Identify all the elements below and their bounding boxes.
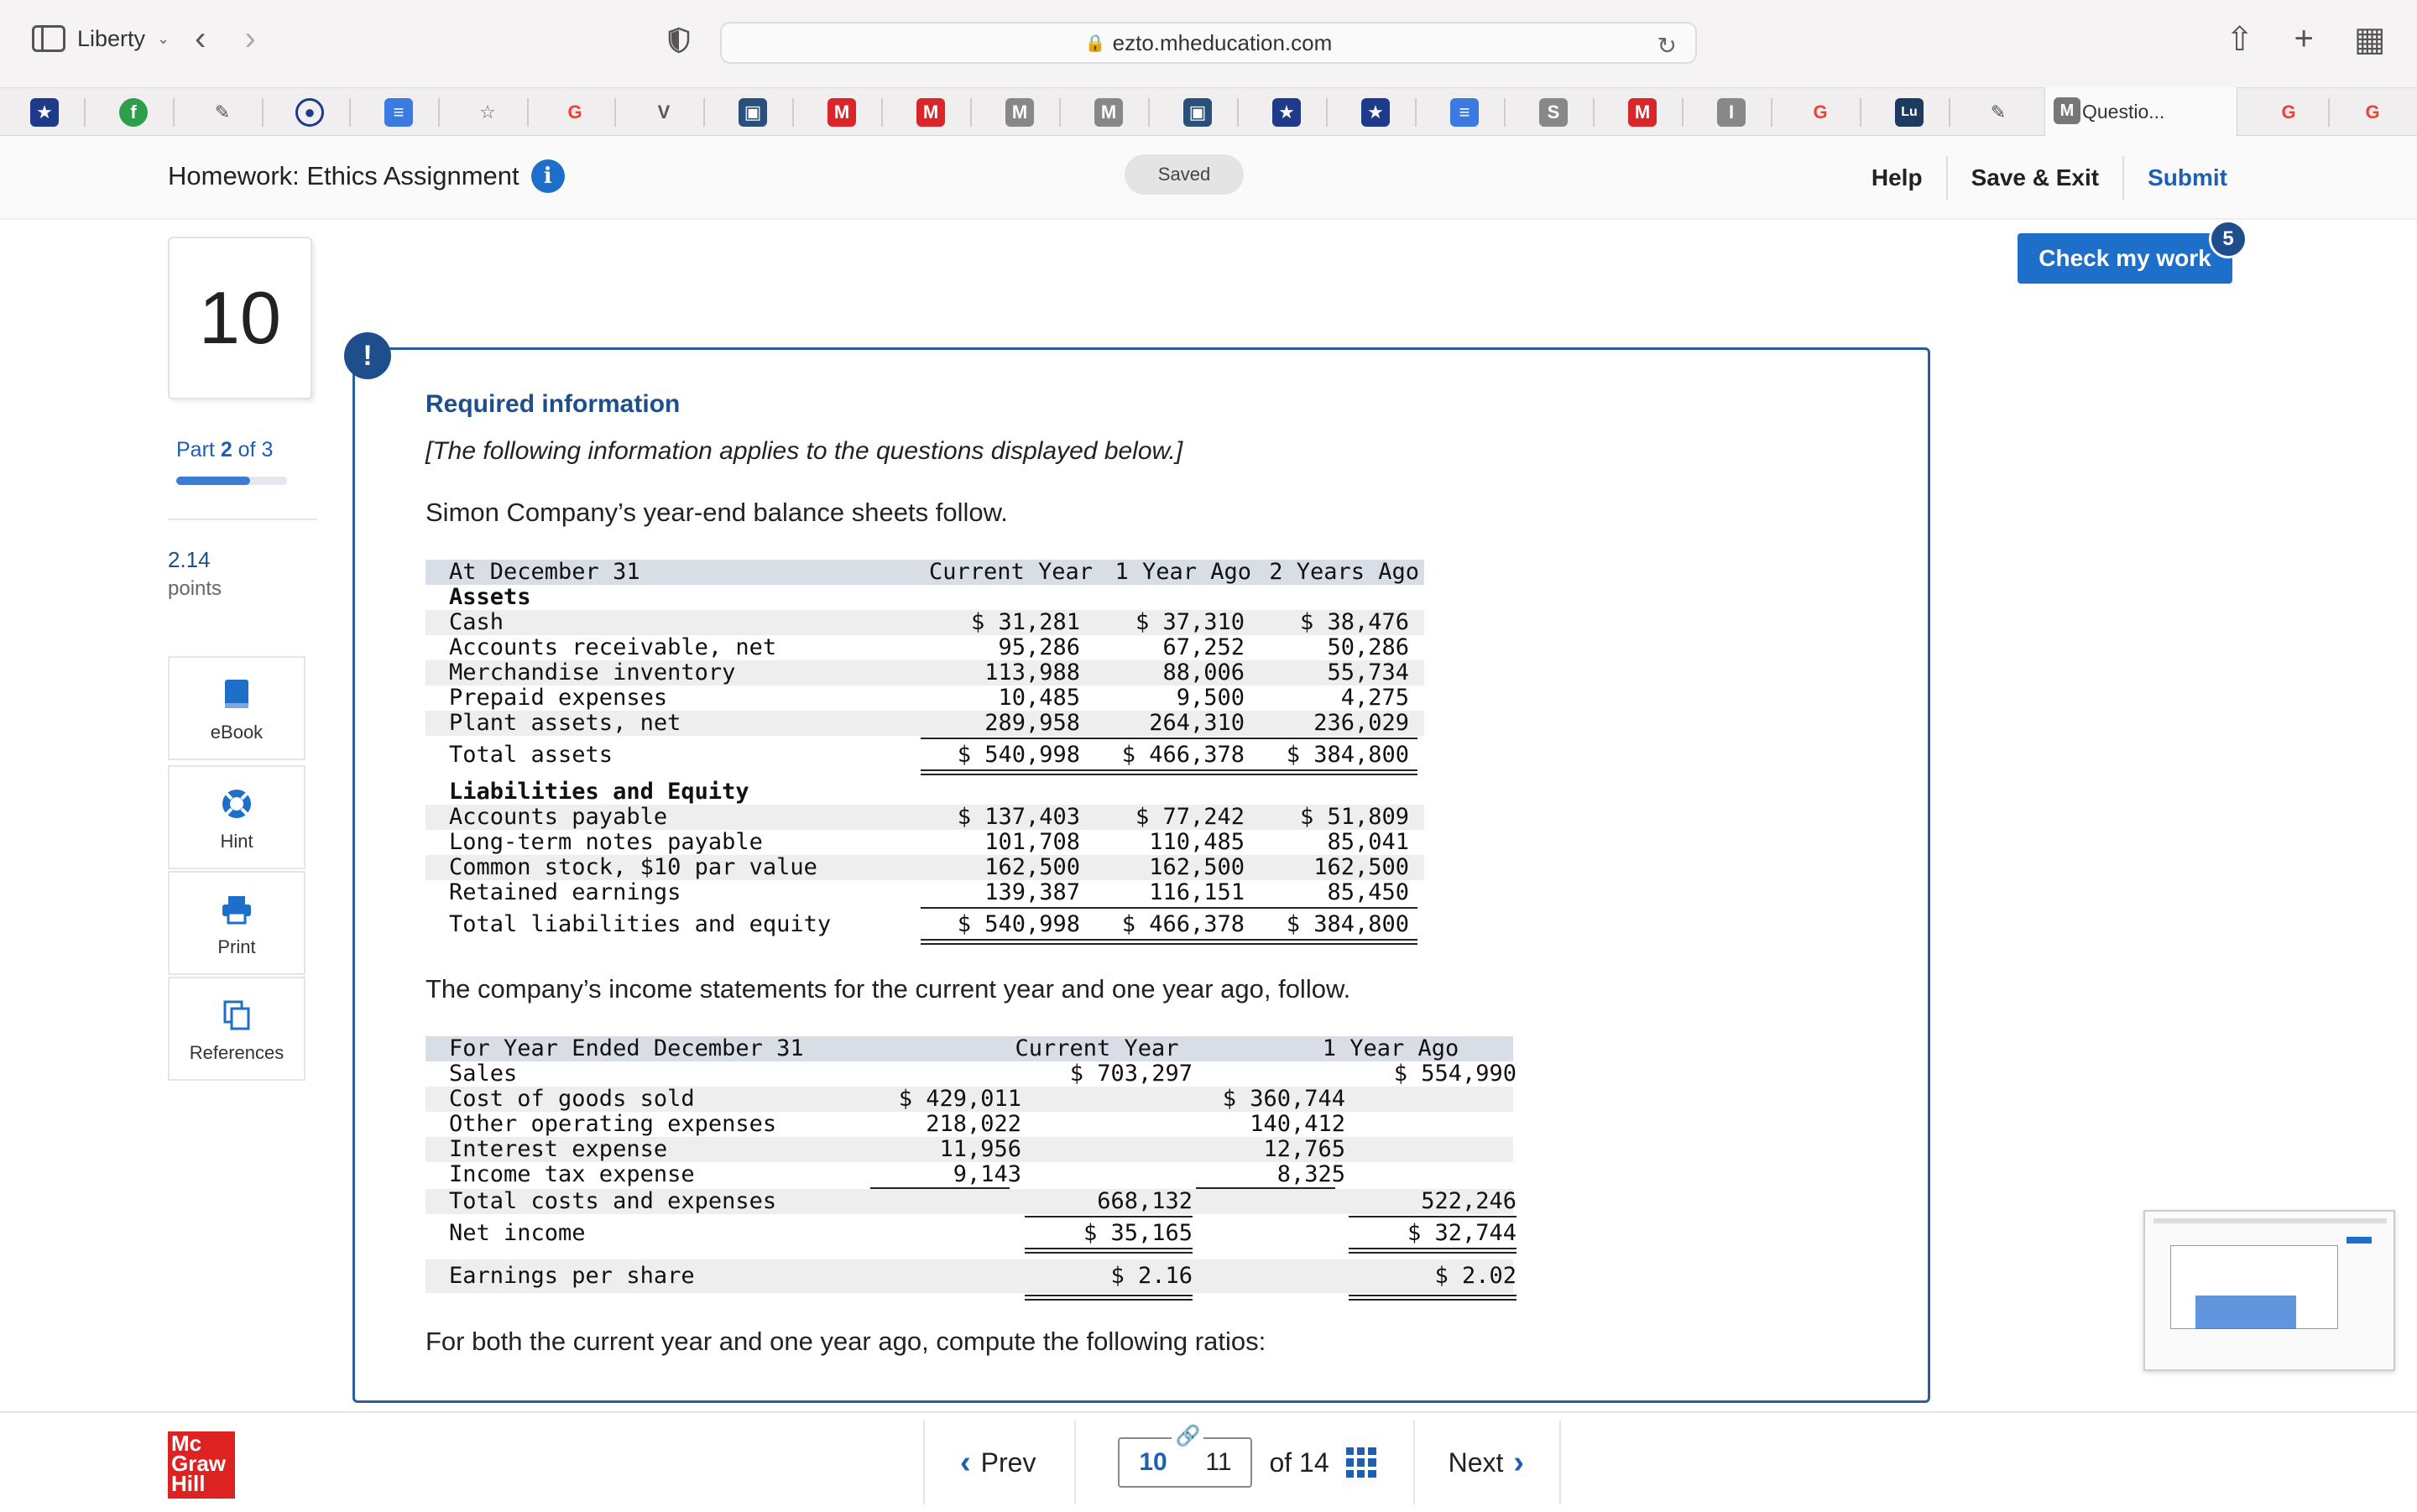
- income-statement-table: [425, 1036, 1600, 1322]
- double-rule: [1250, 943, 1417, 945]
- book-icon: [220, 678, 253, 712]
- page-thumbnail-preview[interactable]: [2143, 1210, 2395, 1371]
- row-value: $ 77,242: [1135, 804, 1245, 830]
- row-value: $ 38,476: [1299, 609, 1409, 635]
- toolbar-left: [32, 20, 269, 57]
- question-card: [352, 347, 1930, 1403]
- alert-icon: !: [344, 332, 391, 379]
- header-actions: [1848, 136, 2417, 220]
- reload-icon[interactable]: ↻: [1657, 33, 1677, 59]
- row-label: Net income: [449, 1220, 586, 1246]
- row-label: Total costs and expenses: [449, 1188, 777, 1214]
- bookmark-pencil-icon[interactable]: ✎: [214, 102, 231, 123]
- thumbnail-table: [2195, 1296, 2296, 1329]
- double-rule: [921, 774, 1088, 775]
- total-rule: [921, 907, 1088, 909]
- row-label: Other operating expenses: [449, 1111, 777, 1137]
- double-rule: [1085, 939, 1253, 941]
- bookmark-star-icon[interactable]: ★: [1361, 98, 1390, 127]
- row-value: $ 2.02: [1434, 1263, 1516, 1289]
- points-label: points: [168, 577, 222, 600]
- table-row: [425, 830, 1433, 855]
- total-rule: [1085, 907, 1253, 909]
- bookmark-building-icon[interactable]: ▣: [739, 98, 767, 127]
- row-value: 522,246: [1421, 1188, 1516, 1214]
- part-progress-fill: [176, 477, 250, 485]
- table-row: [425, 1137, 1513, 1162]
- row-value: 55,734: [1327, 660, 1409, 686]
- bookmark-google-icon[interactable]: G: [2281, 102, 2296, 123]
- bookmark-lu-icon[interactable]: Lu: [1895, 98, 1924, 127]
- double-rule: [1349, 1252, 1516, 1254]
- bookmark-separator: [1593, 98, 1595, 127]
- row-value: 113,988: [984, 660, 1080, 686]
- mcgraw-hill-logo: [168, 1431, 235, 1499]
- thumbnail-blue-button: [2347, 1237, 2372, 1243]
- row-value: 85,041: [1327, 829, 1409, 855]
- browser-tab[interactable]: [2044, 87, 2237, 136]
- table-row: [425, 1087, 1513, 1112]
- hint-button[interactable]: [168, 765, 305, 869]
- bookmark-separator: [262, 98, 264, 127]
- row-value: 9,500: [1176, 685, 1245, 711]
- header-cell: At December 31: [449, 559, 640, 585]
- double-rule: [1025, 1248, 1193, 1249]
- row-value: $ 37,310: [1135, 609, 1245, 635]
- row-value: 289,958: [984, 710, 1080, 736]
- row-value: 140,412: [1250, 1111, 1345, 1137]
- row-value: 11,956: [939, 1136, 1021, 1162]
- address-bar[interactable]: [720, 22, 1697, 64]
- bookmark-separator: [1148, 98, 1150, 127]
- applies-note: [The following information applies to the questions displayed below.]: [425, 437, 1183, 465]
- assignment-header: [0, 136, 2417, 220]
- total-rule: [1085, 738, 1253, 739]
- balance-sheet-intro: Simon Company’s year-end balance sheets follow.: [425, 498, 1008, 527]
- double-rule: [921, 769, 1088, 771]
- bookmark-separator: [1949, 98, 1950, 127]
- copy-pages-icon: [220, 998, 253, 1032]
- assignment-title: Homework: Ethics Assignment: [168, 161, 519, 190]
- bookmark-docs-icon[interactable]: ≡: [1450, 98, 1479, 127]
- row-value: 85,450: [1327, 879, 1409, 905]
- double-rule: [1025, 1299, 1193, 1301]
- prev-label: Prev: [980, 1447, 1036, 1478]
- row-value: $ 466,378: [1121, 742, 1245, 768]
- bookmark-m-gray-icon[interactable]: M: [1094, 98, 1123, 127]
- new-tab-icon[interactable]: +: [2294, 20, 2314, 57]
- row-label: Common stock, $10 par value: [449, 854, 817, 880]
- row-value: $ 31,281: [970, 609, 1080, 635]
- question-number: 10: [168, 237, 312, 399]
- double-rule: [1085, 774, 1253, 775]
- row-value: $ 32,744: [1407, 1220, 1516, 1246]
- back-arrow-icon[interactable]: ‹: [195, 20, 206, 57]
- row-value: 110,485: [1149, 829, 1245, 855]
- table-row: [425, 855, 1424, 880]
- toolbar-right: [2226, 20, 2386, 59]
- row-value: $ 51,809: [1299, 804, 1409, 830]
- double-rule: [1250, 769, 1417, 771]
- bottom-navigation-bar: [0, 1411, 2417, 1510]
- bookmark-separator: [703, 98, 705, 127]
- double-rule: [1025, 1252, 1193, 1254]
- income-header-row: [425, 1036, 1513, 1061]
- row-label: Income tax expense: [449, 1161, 695, 1187]
- bookmark-separator: [614, 98, 616, 127]
- bookmark-separator: [527, 98, 529, 127]
- url-text: ezto.mheducation.com: [1112, 29, 1333, 55]
- bookmark-star-outline-icon[interactable]: ☆: [479, 102, 496, 123]
- bookmark-draw-icon[interactable]: ✎: [1990, 102, 2007, 123]
- page-title: [168, 159, 565, 193]
- bookmark-m-red-icon[interactable]: M: [827, 98, 856, 127]
- liabilities-heading: Liabilities and Equity: [449, 779, 749, 805]
- double-rule: [921, 943, 1088, 945]
- bookmark-separator: [970, 98, 972, 127]
- tab-title: Questio...: [2082, 100, 2165, 123]
- row-value: $ 2.16: [1110, 1263, 1193, 1289]
- row-value: 162,500: [984, 854, 1080, 880]
- double-rule: [1349, 1295, 1516, 1296]
- table-row: [425, 1112, 1513, 1137]
- bookmark-separator: [1682, 98, 1684, 127]
- bookmark-separator: [1059, 98, 1061, 127]
- references-button[interactable]: [168, 977, 305, 1081]
- row-value: 139,387: [984, 879, 1080, 905]
- row-label: Accounts receivable, net: [449, 634, 777, 660]
- row-value: 4,275: [1340, 685, 1409, 711]
- row-label: Merchandise inventory: [449, 660, 736, 686]
- row-label: Total assets: [449, 742, 613, 768]
- lock-icon: 🔒: [1084, 34, 1106, 53]
- header-cell: 2 Years Ago: [1269, 559, 1419, 585]
- page-total: of 14: [1269, 1447, 1329, 1478]
- double-rule: [1250, 774, 1417, 775]
- double-rule: [1085, 769, 1253, 771]
- help-link[interactable]: Help: [1848, 156, 1948, 200]
- grid-view-icon[interactable]: [1346, 1447, 1376, 1478]
- row-value: $ 429,011: [898, 1086, 1021, 1112]
- row-value: 9,143: [953, 1161, 1021, 1187]
- row-value: $ 703,297: [1069, 1061, 1193, 1087]
- row-value: $ 554,990: [1393, 1061, 1516, 1087]
- total-assets-row: [425, 743, 1433, 768]
- row-value: $ 384,800: [1286, 911, 1409, 937]
- bookmark-search-icon[interactable]: ●: [295, 98, 324, 127]
- next-button[interactable]: [1413, 1421, 1561, 1504]
- tool-label: Print: [217, 936, 256, 957]
- row-value: 50,286: [1327, 634, 1409, 660]
- header-cell: Current Year: [1015, 1035, 1179, 1061]
- row-label: Earnings per share: [449, 1263, 695, 1289]
- current-page: 10: [1139, 1448, 1167, 1476]
- submit-link[interactable]: Submit: [2148, 164, 2227, 190]
- part-number: 2: [220, 438, 232, 461]
- row-label: Cash: [449, 609, 504, 635]
- row-value: 67,252: [1162, 634, 1245, 660]
- ebook-button[interactable]: [168, 656, 305, 760]
- next-label: Next: [1448, 1447, 1504, 1478]
- part-progress-bar: [176, 477, 287, 485]
- tool-label: Hint: [220, 831, 253, 852]
- bookmark-google-icon[interactable]: G: [1813, 102, 1828, 123]
- row-value: 162,500: [1149, 854, 1245, 880]
- bookmark-m-red-icon[interactable]: M: [1628, 98, 1657, 127]
- bookmark-m-gray-icon[interactable]: M: [1005, 98, 1034, 127]
- bookmark-separator: [1237, 98, 1239, 127]
- bookmark-building-icon[interactable]: ▣: [1183, 98, 1212, 127]
- bookmark-i-icon[interactable]: I: [1717, 98, 1746, 127]
- row-value: 10,485: [998, 685, 1080, 711]
- bookmark-s-icon[interactable]: S: [1539, 98, 1568, 127]
- part-indicator: [176, 438, 273, 462]
- prev-button[interactable]: [923, 1421, 1076, 1504]
- income-statement-intro: The company’s income statements for the current year and one year ago, follow.: [425, 974, 1351, 1004]
- row-value: 116,151: [1149, 879, 1245, 905]
- bookmark-v-icon[interactable]: V: [657, 102, 671, 123]
- row-value: 95,286: [998, 634, 1080, 660]
- table-row: [425, 805, 1424, 830]
- thumbnail-header-bar: [2153, 1218, 2387, 1223]
- mheducation-tab-icon: M: [2054, 97, 2080, 124]
- balance-header-row: [425, 560, 1424, 585]
- tab-overview-icon[interactable]: ▦: [2353, 21, 2386, 58]
- assets-heading: Assets: [449, 584, 531, 610]
- table-row: [425, 610, 1424, 635]
- row-value: $ 540,998: [957, 911, 1080, 937]
- bookmark-separator: [1860, 98, 1861, 127]
- chevron-right-icon: ›: [1513, 1444, 1525, 1480]
- row-label: Retained earnings: [449, 879, 681, 905]
- bookmark-separator: [792, 98, 794, 127]
- total-rule: [1025, 1216, 1193, 1217]
- bookmark-docs-icon[interactable]: ≡: [384, 98, 413, 127]
- double-rule: [1349, 1299, 1516, 1301]
- header-cell: For Year Ended December 31: [449, 1035, 804, 1061]
- forward-arrow-icon[interactable]: ›: [244, 20, 256, 57]
- table-row: [425, 1162, 1513, 1187]
- total-rule: [1250, 738, 1417, 739]
- bookmark-separator: [2328, 98, 2330, 127]
- row-value: 88,006: [1162, 660, 1245, 686]
- bookmark-separator: [1504, 98, 1506, 127]
- eps-row: [425, 1259, 1516, 1293]
- double-rule: [1085, 943, 1253, 945]
- table-row: [425, 635, 1433, 660]
- logo-line: Mc: [171, 1431, 202, 1456]
- balance-sheet-table: [425, 560, 1433, 962]
- total-costs-row: [425, 1188, 1516, 1214]
- browser-toolbar: [0, 0, 2417, 87]
- row-value: 12,765: [1263, 1136, 1345, 1162]
- double-rule: [1250, 939, 1417, 941]
- bookmark-separator: [881, 98, 883, 127]
- table-row: [425, 880, 1433, 905]
- print-button[interactable]: [168, 871, 305, 975]
- pager: [923, 1413, 1561, 1512]
- bookmark-separator: [173, 98, 175, 127]
- bookmark-google-icon[interactable]: G: [2365, 102, 2380, 123]
- row-label: Total liabilities and equity: [449, 911, 832, 937]
- row-value: $ 35,165: [1083, 1220, 1193, 1246]
- row-value: $ 137,403: [957, 804, 1080, 830]
- profile-name[interactable]: Liberty: [77, 25, 146, 51]
- info-icon[interactable]: i: [531, 159, 565, 193]
- tool-label: eBook: [210, 722, 264, 743]
- total-rule: [1250, 907, 1417, 909]
- logo-line: Graw: [171, 1451, 227, 1476]
- check-count-badge: 5: [2209, 220, 2247, 258]
- total-liabilities-row: [425, 912, 1433, 937]
- table-row: [425, 711, 1424, 736]
- link-icon: 🔗: [1172, 1424, 1203, 1448]
- net-income-row: [425, 1220, 1516, 1246]
- row-label: Accounts payable: [449, 804, 668, 830]
- row-value: $ 384,800: [1286, 742, 1409, 768]
- lifebuoy-icon: [220, 787, 253, 821]
- bookmark-separator: [349, 98, 351, 127]
- header-cell: 1 Year Ago: [1115, 559, 1251, 585]
- double-rule: [1025, 1295, 1193, 1296]
- sales-row: [425, 1061, 1516, 1087]
- row-label: Sales: [449, 1061, 518, 1087]
- tool-label: References: [189, 1042, 285, 1063]
- check-my-work-button[interactable]: Check my work: [2018, 233, 2232, 284]
- printer-icon: [220, 893, 253, 926]
- row-value: 218,022: [926, 1111, 1021, 1137]
- row-value: $ 466,378: [1121, 911, 1245, 937]
- row-value: 8,325: [1276, 1161, 1345, 1187]
- part-label: Part: [176, 438, 215, 461]
- sidebar-toggle-icon[interactable]: [32, 25, 65, 52]
- shield-icon[interactable]: [668, 27, 690, 54]
- bookmark-google-icon[interactable]: G: [567, 102, 582, 123]
- logo-line: Hill: [171, 1471, 206, 1496]
- part-total: of 3: [238, 438, 274, 461]
- row-value: 101,708: [984, 829, 1080, 855]
- bookmark-separator: [84, 98, 86, 127]
- bookmark-separator: [1771, 98, 1772, 127]
- row-value: $ 540,998: [957, 742, 1080, 768]
- next-page-number[interactable]: 11: [1205, 1448, 1232, 1476]
- ratios-intro: For both the current year and one year ago, compute the following ratios:: [425, 1327, 1266, 1356]
- bookmark-separator: [438, 98, 440, 127]
- row-value: 668,132: [1097, 1188, 1193, 1214]
- bookmark-fi-icon[interactable]: f: [119, 98, 148, 127]
- bookmark-star-icon[interactable]: ★: [1272, 98, 1301, 127]
- page-selector[interactable]: [1118, 1425, 1252, 1488]
- row-value: 264,310: [1149, 710, 1245, 736]
- chevron-down-icon[interactable]: ⌄: [157, 29, 170, 47]
- header-cell: Current Year: [929, 559, 1094, 585]
- bookmark-separator: [1415, 98, 1417, 127]
- total-rule: [921, 738, 1088, 739]
- double-rule: [1349, 1248, 1516, 1249]
- row-value: $ 360,744: [1222, 1086, 1345, 1112]
- chevron-left-icon: ‹: [960, 1444, 971, 1480]
- row-label: Prepaid expenses: [449, 685, 668, 711]
- row-value: 236,029: [1313, 710, 1409, 736]
- bookmark-separator: [1326, 98, 1328, 127]
- bookmark-m-red-icon[interactable]: M: [916, 98, 945, 127]
- total-rule: [1349, 1216, 1516, 1217]
- save-exit-link[interactable]: Save & Exit: [1948, 156, 2125, 200]
- points-value: 2.14: [168, 547, 211, 572]
- saved-status-badge: Saved: [1125, 154, 1244, 195]
- row-label: Long-term notes payable: [449, 829, 763, 855]
- row-label: Plant assets, net: [449, 710, 681, 736]
- share-icon[interactable]: ⇧: [2226, 21, 2254, 58]
- row-value: 162,500: [1313, 854, 1409, 880]
- double-rule: [921, 939, 1088, 941]
- header-cell: 1 Year Ago: [1322, 1035, 1459, 1061]
- rail-divider: [168, 519, 317, 520]
- table-row: [425, 660, 1424, 686]
- table-row: [425, 686, 1433, 711]
- row-label: Cost of goods sold: [449, 1086, 695, 1112]
- required-info-heading: Required information: [425, 390, 681, 418]
- row-label: Interest expense: [449, 1136, 668, 1162]
- bookmark-star-icon[interactable]: ★: [30, 98, 59, 127]
